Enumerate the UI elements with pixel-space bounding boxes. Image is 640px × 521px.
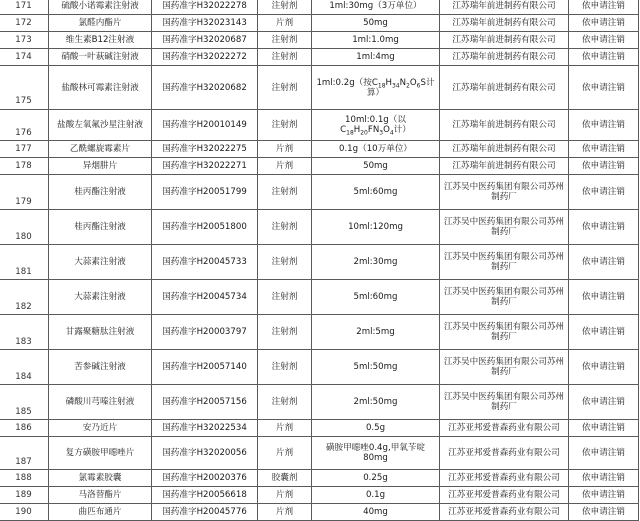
- approval-number: 国药准字H32020687: [152, 32, 258, 49]
- specification: 0.5g: [312, 420, 440, 437]
- specification: 1ml:1.0mg: [312, 32, 440, 49]
- approval-number: 国药准字H20051800: [152, 210, 258, 245]
- specification: 50mg: [312, 15, 440, 32]
- specification: 10ml:0.1g（以 $C_{18}H_{20}FN_3O_4$计）: [312, 110, 440, 141]
- drug-name: 硫酸小诺霉素注射液: [49, 0, 152, 15]
- drug-name: 大蒜素注射液: [49, 245, 152, 280]
- drug-name: 磷酸川芎嗪注射液: [49, 385, 152, 420]
- cancellation-reason: 依申请注销: [569, 385, 639, 420]
- specification: 0.25g: [312, 470, 440, 487]
- manufacturer: 江苏吴中医药集团有限公司苏州制药厂: [440, 245, 569, 280]
- table-row: [0, 110, 639, 141]
- table-row: [0, 487, 639, 504]
- dosage-form: 胶囊剂: [258, 470, 312, 487]
- approval-number: 国药准字H32020056: [152, 437, 258, 470]
- manufacturer: 江苏吴中医药集团有限公司苏州制药厂: [440, 350, 569, 385]
- table-row: [0, 504, 639, 521]
- specification: 1ml:30mg（3万单位）: [312, 0, 440, 15]
- row-number: 185: [0, 385, 49, 420]
- table-row: [0, 49, 639, 66]
- approval-number: 国药准字H32022272: [152, 49, 258, 66]
- specification: 0.1g（10万单位）: [312, 141, 440, 158]
- manufacturer: 江苏亚邦爱普森药业有限公司: [440, 470, 569, 487]
- row-number: 190: [0, 504, 49, 521]
- cancellation-reason: 依申请注销: [569, 350, 639, 385]
- drug-name: 桂丙酯注射液: [49, 210, 152, 245]
- dosage-form: 片剂: [258, 487, 312, 504]
- specification: 50mg: [312, 158, 440, 175]
- approval-number: 国药准字H20045733: [152, 245, 258, 280]
- approval-number: 国药准字H32020682: [152, 66, 258, 110]
- cancellation-reason: 依申请注销: [569, 487, 639, 504]
- manufacturer: 江苏瑞年前进制药有限公司: [440, 141, 569, 158]
- drug-name: 盐酸林可霉素注射液: [49, 66, 152, 110]
- table-row: [0, 470, 639, 487]
- drug-name: 曲匹布通片: [49, 504, 152, 521]
- cancellation-reason: 依申请注销: [569, 210, 639, 245]
- dosage-form: 片剂: [258, 504, 312, 521]
- approval-number: 国药准字H20010149: [152, 110, 258, 141]
- dosage-form: 片剂: [258, 158, 312, 175]
- row-number: 182: [0, 280, 49, 315]
- dosage-form: 注射剂: [258, 315, 312, 350]
- drug-name: 异烟肼片: [49, 158, 152, 175]
- cancellation-reason: 依申请注销: [569, 110, 639, 141]
- manufacturer: 江苏瑞年前进制药有限公司: [440, 66, 569, 110]
- cancellation-reason: 依申请注销: [569, 245, 639, 280]
- cancellation-reason: 依申请注销: [569, 15, 639, 32]
- table-row: [0, 158, 639, 175]
- approval-number: 国药准字H20020376: [152, 470, 258, 487]
- drug-name: 安乃近片: [49, 420, 152, 437]
- dosage-form: 注射剂: [258, 245, 312, 280]
- table-row: [0, 0, 639, 15]
- cancellation-reason: 依申请注销: [569, 66, 639, 110]
- cancellation-reason: 依申请注销: [569, 470, 639, 487]
- cancellation-reason: 依申请注销: [569, 32, 639, 49]
- drug-name: 桂丙酯注射液: [49, 175, 152, 210]
- row-number: 189: [0, 487, 49, 504]
- cancellation-reason: 依申请注销: [569, 420, 639, 437]
- cancellation-reason: 依申请注销: [569, 0, 639, 15]
- table-row: [0, 32, 639, 49]
- specification: 2ml:5mg: [312, 315, 440, 350]
- row-number: 187: [0, 437, 49, 470]
- row-number: 186: [0, 420, 49, 437]
- approval-number: 国药准字H32023143: [152, 15, 258, 32]
- table-row: [0, 385, 639, 420]
- drug-name: 苦参碱注射液: [49, 350, 152, 385]
- table-row: [0, 280, 639, 315]
- approval-number: 国药准字H32022271: [152, 158, 258, 175]
- row-number: 181: [0, 245, 49, 280]
- cancellation-reason: 依申请注销: [569, 175, 639, 210]
- row-number: 174: [0, 49, 49, 66]
- approval-number: 国药准字H32022534: [152, 420, 258, 437]
- specification: 5ml:50mg: [312, 350, 440, 385]
- manufacturer: 江苏亚邦爱普森药业有限公司: [440, 504, 569, 521]
- dosage-form: 注射剂: [258, 210, 312, 245]
- row-number: 176: [0, 110, 49, 141]
- manufacturer: 江苏亚邦爱普森药业有限公司: [440, 437, 569, 470]
- dosage-form: 片剂: [258, 141, 312, 158]
- approval-number: 国药准字H20057140: [152, 350, 258, 385]
- specification: 10ml:120mg: [312, 210, 440, 245]
- cancellation-reason: 依申请注销: [569, 437, 639, 470]
- drug-name: 复方磺胺甲噁唑片: [49, 437, 152, 470]
- drug-name: 大蒜素注射液: [49, 280, 152, 315]
- table-row: [0, 437, 639, 470]
- cancellation-reason: 依申请注销: [569, 315, 639, 350]
- drug-name: 盐酸左氧氟沙星注射液: [49, 110, 152, 141]
- dosage-form: 片剂: [258, 437, 312, 470]
- manufacturer: 江苏吴中医药集团有限公司苏州制药厂: [440, 315, 569, 350]
- manufacturer: 江苏瑞年前进制药有限公司: [440, 110, 569, 141]
- approval-number: 国药准字H20045734: [152, 280, 258, 315]
- specification: 2ml:50mg: [312, 385, 440, 420]
- specification: 1ml:0.2g（按$C_{18}H_{34}N_2O_6S$计算）: [312, 66, 440, 110]
- specification: 1ml:4mg: [312, 49, 440, 66]
- dosage-form: 注射剂: [258, 385, 312, 420]
- table-row: [0, 66, 639, 110]
- manufacturer: 江苏吴中医药集团有限公司苏州制药厂: [440, 175, 569, 210]
- table-row: [0, 141, 639, 158]
- manufacturer: 江苏吴中医药集团有限公司苏州制药厂: [440, 210, 569, 245]
- dosage-form: 注射剂: [258, 350, 312, 385]
- row-number: 178: [0, 158, 49, 175]
- approval-number: 国药准字H32022275: [152, 141, 258, 158]
- dosage-form: 注射剂: [258, 32, 312, 49]
- approval-number: 国药准字H20003797: [152, 315, 258, 350]
- dosage-form: 片剂: [258, 420, 312, 437]
- dosage-form: 注射剂: [258, 49, 312, 66]
- dosage-form: 片剂: [258, 15, 312, 32]
- drug-name: 维生素B12注射液: [49, 32, 152, 49]
- dosage-form: 注射剂: [258, 66, 312, 110]
- dosage-form: 注射剂: [258, 0, 312, 15]
- row-number: 184: [0, 350, 49, 385]
- drug-name: 氯霉素胶囊: [49, 470, 152, 487]
- manufacturer: 江苏瑞年前进制药有限公司: [440, 49, 569, 66]
- drug-name: 氯醛内酯片: [49, 15, 152, 32]
- approval-number: 国药准字H20057156: [152, 385, 258, 420]
- approval-number: 国药准字H32022278: [152, 0, 258, 15]
- table-row: [0, 175, 639, 210]
- drug-name: 甘露聚糖肽注射液: [49, 315, 152, 350]
- specification: 40mg: [312, 504, 440, 521]
- dosage-form: 注射剂: [258, 280, 312, 315]
- manufacturer: 江苏吴中医药集团有限公司苏州制药厂: [440, 280, 569, 315]
- approval-number: 国药准字H20051799: [152, 175, 258, 210]
- dosage-form: 注射剂: [258, 175, 312, 210]
- cancellation-reason: 依申请注销: [569, 141, 639, 158]
- specification: 2ml:30mg: [312, 245, 440, 280]
- manufacturer: 江苏吴中医药集团有限公司苏州制药厂: [440, 385, 569, 420]
- row-number: 180: [0, 210, 49, 245]
- manufacturer: 江苏亚邦爱普森药业有限公司: [440, 487, 569, 504]
- cancellation-reason: 依申请注销: [569, 504, 639, 521]
- row-number: 175: [0, 66, 49, 110]
- cancellation-reason: 依申请注销: [569, 280, 639, 315]
- table-row: [0, 315, 639, 350]
- specification: 5ml:60mg: [312, 280, 440, 315]
- manufacturer: 江苏瑞年前进制药有限公司: [440, 0, 569, 15]
- drug-name: 马洛替酯片: [49, 487, 152, 504]
- row-number: 188: [0, 470, 49, 487]
- manufacturer: 江苏瑞年前进制药有限公司: [440, 32, 569, 49]
- row-number: 177: [0, 141, 49, 158]
- manufacturer: 江苏瑞年前进制药有限公司: [440, 15, 569, 32]
- approval-number: 国药准字H20056618: [152, 487, 258, 504]
- manufacturer: 江苏亚邦爱普森药业有限公司: [440, 420, 569, 437]
- specification: 5ml:60mg: [312, 175, 440, 210]
- specification: 0.1g: [312, 487, 440, 504]
- dosage-form: 注射剂: [258, 110, 312, 141]
- cancellation-reason: 依申请注销: [569, 49, 639, 66]
- row-number: 172: [0, 15, 49, 32]
- approval-number: 国药准字H20045776: [152, 504, 258, 521]
- cancellation-reason: 依申请注销: [569, 158, 639, 175]
- table-row: [0, 245, 639, 280]
- drug-name: 乙酰螺旋霉素片: [49, 141, 152, 158]
- specification: 磺胺甲噁唑0.4g,甲氧苄啶 80mg: [312, 437, 440, 470]
- row-number: 171: [0, 0, 49, 15]
- table-row: [0, 420, 639, 437]
- table-row: [0, 350, 639, 385]
- drug-name: 硝酸一叶萩碱注射液: [49, 49, 152, 66]
- row-number: 173: [0, 32, 49, 49]
- table-row: [0, 210, 639, 245]
- table-row: [0, 15, 639, 32]
- manufacturer: 江苏瑞年前进制药有限公司: [440, 158, 569, 175]
- row-number: 179: [0, 175, 49, 210]
- row-number: 183: [0, 315, 49, 350]
